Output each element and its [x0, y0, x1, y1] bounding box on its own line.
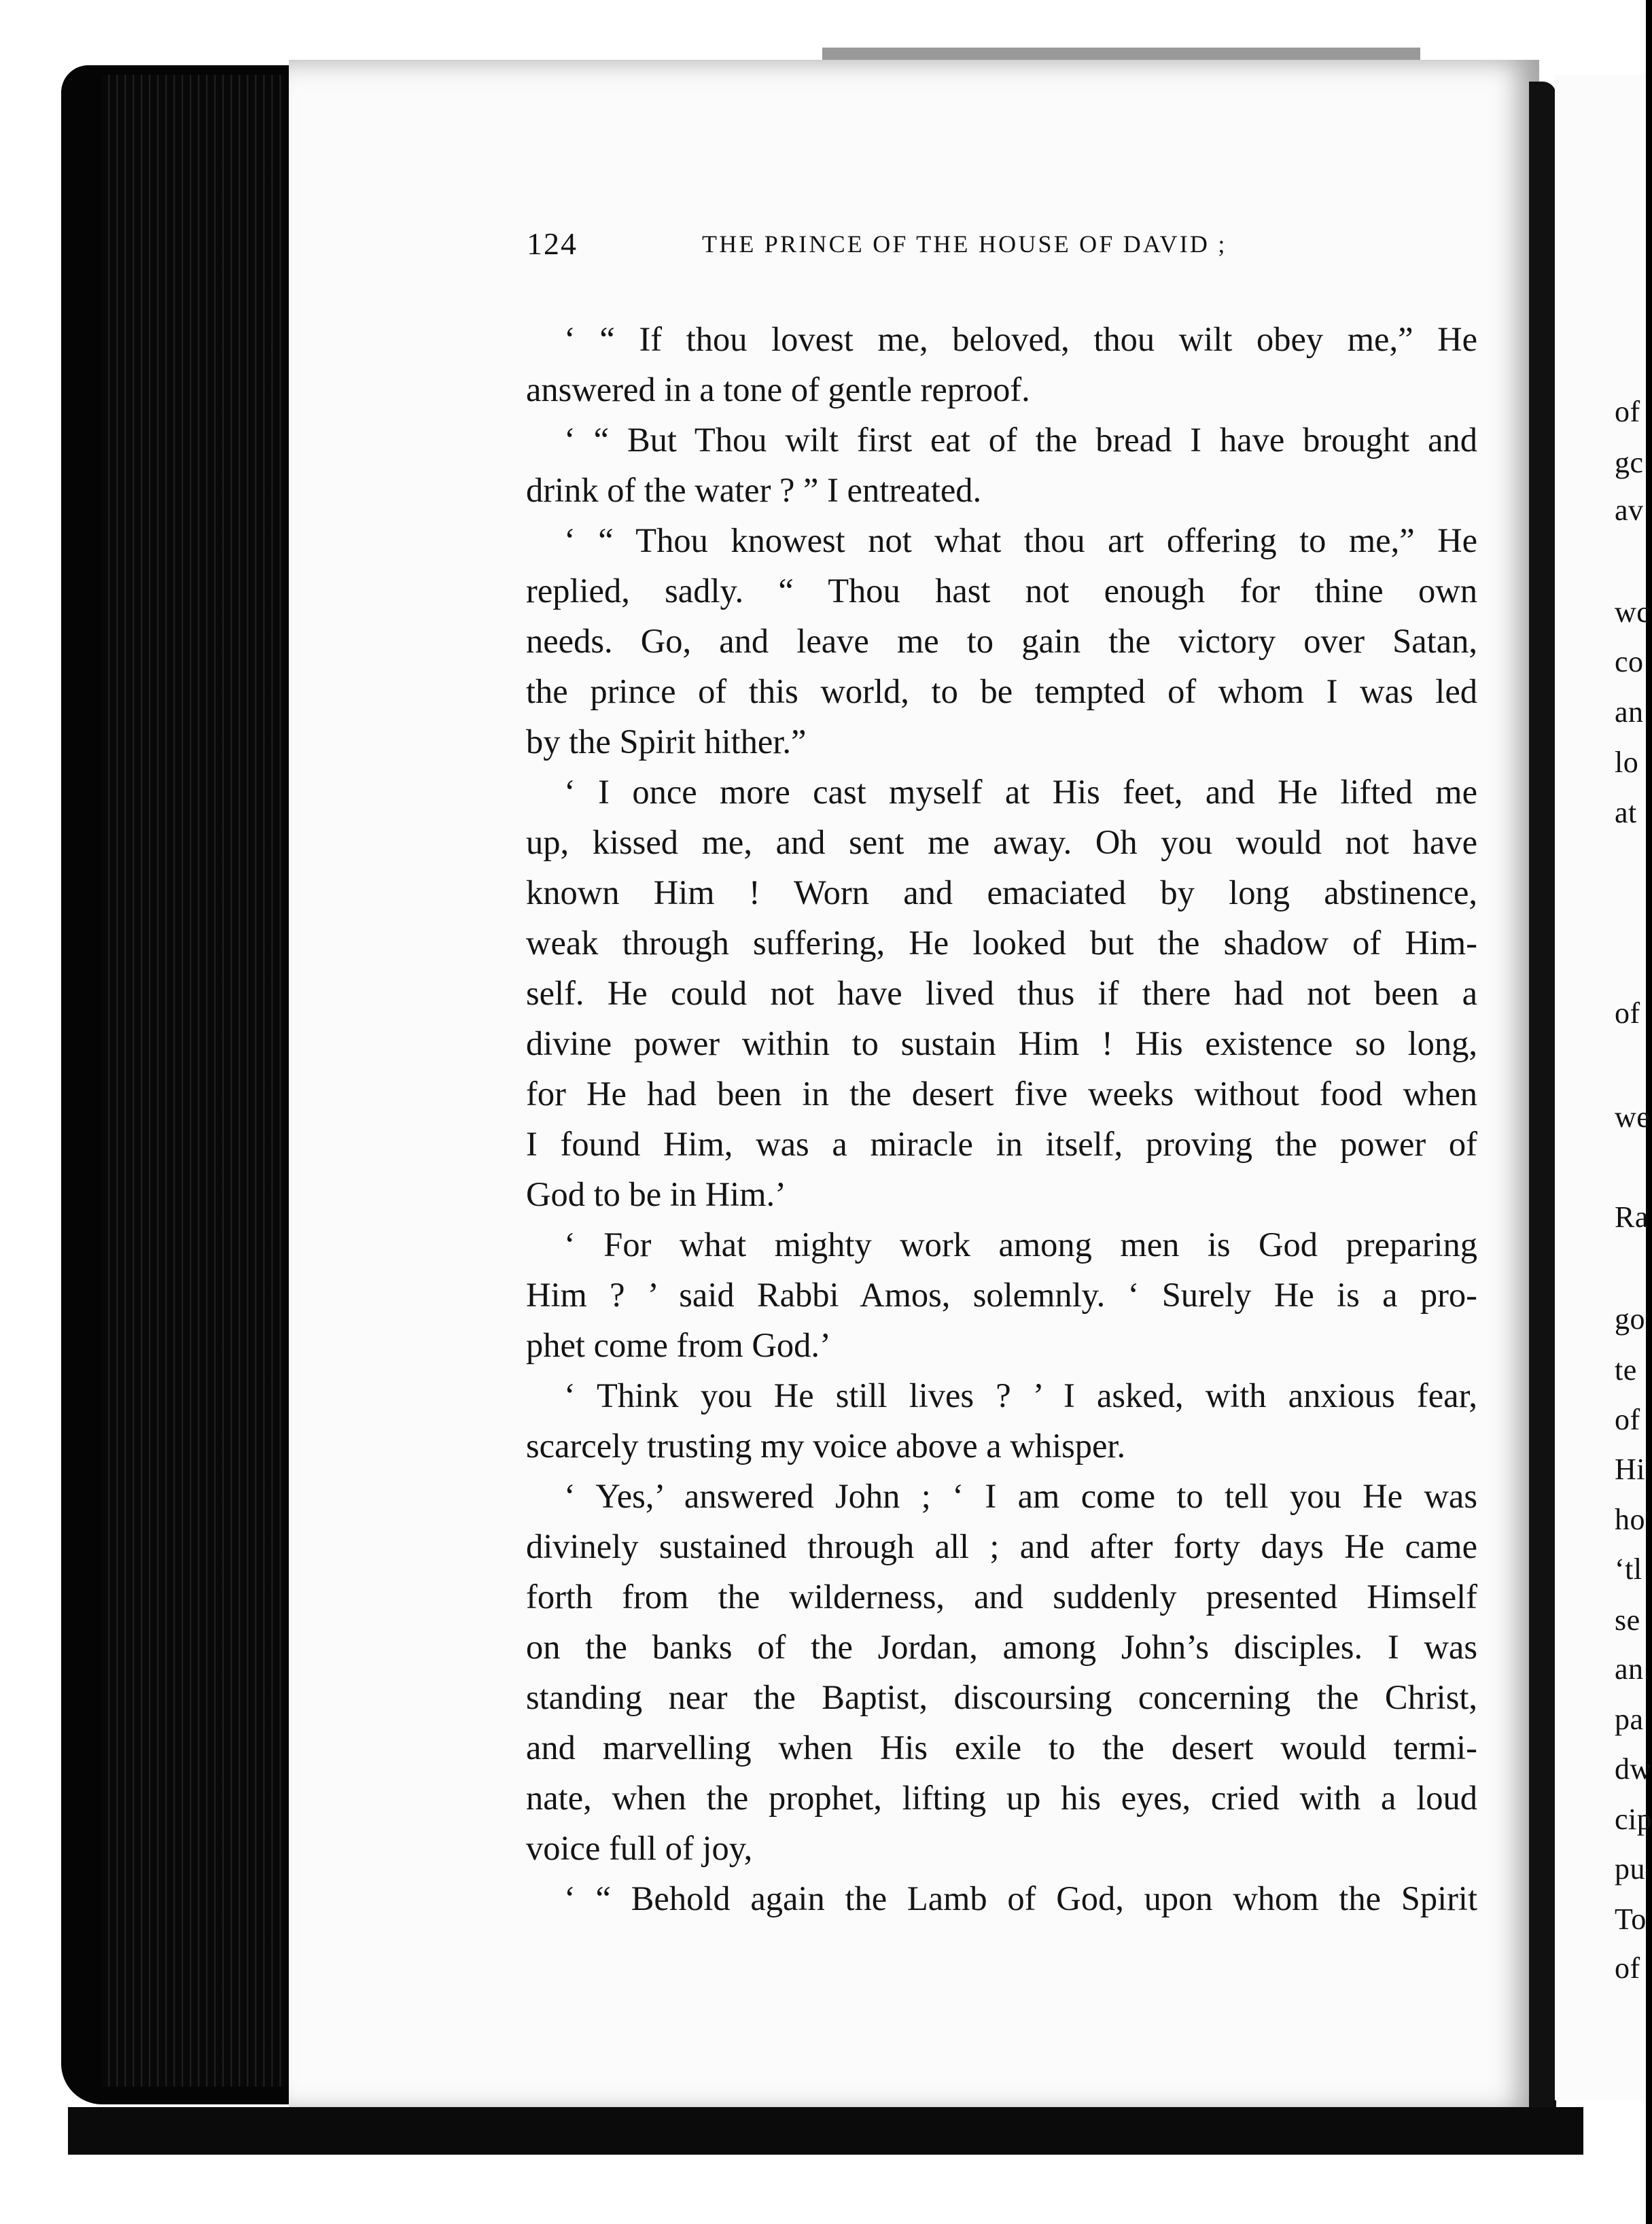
facing-page-fragment: wc	[1615, 595, 1651, 629]
facing-page-fragment: of	[1615, 996, 1640, 1030]
text-line: divine power within to sustain Him ! His existence so long,	[526, 1024, 1477, 1062]
text-line: the prince of this world, to be tempted of whom I was led	[526, 672, 1477, 710]
page-edge-texture	[102, 75, 285, 2087]
text-line: for He had been in the desert five weeks without food when	[526, 1075, 1477, 1113]
text-line: drink of the water ? ” I entreated.	[526, 471, 982, 509]
running-title: THE PRINCE OF THE HOUSE OF DAVID ;	[702, 230, 1227, 258]
text-line: ‘ “ Behold again the Lamb of God, upon whom the Spirit	[564, 1879, 1477, 1917]
facing-page-fragment: Ra	[1615, 1200, 1649, 1234]
facing-page-fragment: co	[1615, 645, 1644, 678]
text-line: needs. Go, and leave me to gain the victory over Satan,	[526, 622, 1477, 660]
facing-page-fragment: pa	[1615, 1703, 1644, 1736]
facing-page-fragment: dw	[1615, 1752, 1652, 1786]
text-line: phet come from God.’	[526, 1326, 831, 1364]
facing-page-fragment: an	[1615, 695, 1644, 729]
facing-page-sliver	[1555, 75, 1652, 2100]
facing-page-fragment: cip	[1615, 1803, 1652, 1836]
facing-page-fragment: te	[1615, 1353, 1637, 1387]
facing-page-fragment: se	[1615, 1603, 1640, 1637]
facing-page-fragment: of	[1615, 1951, 1640, 1985]
text-line: Him ? ’ said Rabbi Amos, solemnly. ‘ Surely He is a pro-	[526, 1276, 1477, 1314]
text-line: divinely sustained through all ; and after forty days He came	[526, 1527, 1477, 1565]
text-line: up, kissed me, and sent me away. Oh you would not have	[526, 823, 1477, 861]
page-number: 124	[527, 226, 578, 261]
facing-page-fragment: ho	[1615, 1503, 1645, 1536]
text-line: nate, when the prophet, lifting up his eyes, cried with a loud	[526, 1779, 1477, 1817]
text-line: God to be in Him.’	[526, 1175, 786, 1213]
facing-page-fragment: of	[1615, 395, 1640, 428]
facing-page-fragment: lo	[1615, 746, 1639, 779]
facing-page-fragment: we	[1615, 1100, 1651, 1134]
facing-page-fragment: pu	[1615, 1852, 1645, 1886]
facing-page-fragment: av	[1615, 493, 1644, 527]
text-line: self. He could not have lived thus if there had not been a	[526, 974, 1477, 1012]
text-line: ‘ I once more cast myself at His feet, and He lifted me	[564, 773, 1477, 811]
facing-page-fragment: ‘tl	[1615, 1552, 1642, 1586]
facing-page-fragment: of	[1615, 1403, 1640, 1436]
facing-page-fragment: Hi	[1615, 1453, 1645, 1486]
text-line: replied, sadly. “ Thou hast not enough for thine own	[526, 572, 1477, 610]
text-line: ‘ Yes,’ answered John ; ‘ I am come to tell you He was	[564, 1477, 1477, 1515]
page-header	[527, 226, 1342, 266]
facing-page-fragment: at	[1615, 796, 1637, 829]
text-line: scarcely trusting my voice above a whisper.	[526, 1427, 1126, 1465]
text-line: I found Him, was a miracle in itself, proving the power of	[526, 1125, 1477, 1163]
text-line: ‘ “ But Thou wilt first eat of the bread I have brought and	[564, 421, 1477, 459]
text-line: by the Spirit hither.”	[526, 723, 807, 761]
facing-page-fragment: an	[1615, 1652, 1644, 1686]
facing-page-fragment: gc	[1615, 446, 1644, 479]
text-line: forth from the wilderness, and suddenly presented Himself	[526, 1578, 1477, 1616]
text-line: ‘ “ If thou lovest me, beloved, thou wilt obey me,” He	[564, 320, 1477, 358]
page-body-text	[526, 314, 1477, 1924]
facing-page-fragment: To	[1615, 1902, 1647, 1936]
text-line: ‘ Think you He still lives ? ’ I asked, with anxious fear,	[564, 1376, 1477, 1414]
text-line: voice full of joy,	[526, 1829, 753, 1867]
text-line: answered in a tone of gentle reproof.	[526, 370, 1030, 409]
book-gutter	[1529, 82, 1556, 2121]
text-line: ‘ For what mighty work among men is God preparing	[564, 1226, 1477, 1264]
bottom-book-edge	[68, 2107, 1583, 2155]
text-line: standing near the Baptist, discoursing concerning the Christ,	[526, 1678, 1477, 1716]
text-line: ‘ “ Thou knowest not what thou art offering to me,” He	[564, 521, 1477, 559]
text-line: known Him ! Worn and emaciated by long abstinence,	[526, 873, 1477, 911]
text-line: on the banks of the Jordan, among John’s disciples. I was	[526, 1628, 1477, 1666]
text-line: and marvelling when His exile to the desert would termi-	[526, 1728, 1477, 1767]
text-line: weak through suffering, He looked but the shadow of Him-	[526, 924, 1477, 962]
facing-page-fragment: go	[1615, 1302, 1645, 1336]
